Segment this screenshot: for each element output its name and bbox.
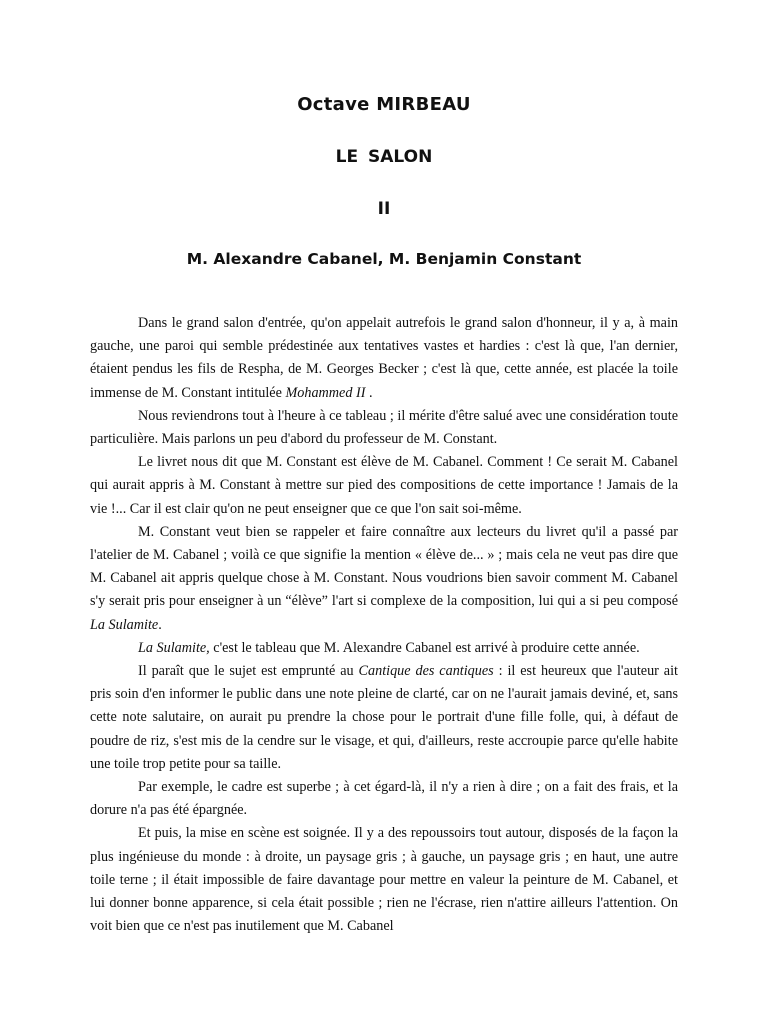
italic-title: La Sulamite,: [138, 639, 210, 656]
paragraph: Dans le grand salon d'entrée, qu'on appelait autrefois le grand salon d'honneur, il y a, à main gauche, une paroi qui semble prédestinée aux tentatives vastes et hardies : c'est là que, l'an dernier, étaient pendus les fils de Respha, de M. Georges Becker ; c'est là que, cette année, est placée la toile immense de M. Constant intitulée Mohammed II .: [90, 315, 678, 401]
author-heading: Octave MIRBEAU: [297, 94, 471, 115]
subtitle-heading: M. Alexandre Cabanel, M. Benjamin Constant: [186, 250, 582, 268]
italic-title: La Sulamite: [90, 616, 159, 633]
paragraph: M. Constant veut bien se rappeler et faire connaître aux lecteurs du livret qu'il a passé par l'atelier de M. Cabanel ; voilà ce que signifie la mention « élève de... » ; mais cela ne veut pas dire que M. Cabanel ait appris quelque chose à M. Constant. Nous voudrions bien savoir comment M. Cabanel s'y serait pris pour enseigner à un “élève” l'art si complexe de la composition, lui qui a si peu composé La Sulamite.: [90, 523, 678, 633]
paragraph: Nous reviendrons tout à l'heure à ce tableau ; il mérite d'être salué avec une considération toute particulière. Mais parlons un peu d'abord du professeur de M. Constant.: [90, 407, 678, 448]
italic-title: Cantique des cantiques: [358, 663, 494, 680]
paragraph: Et puis, la mise en scène est soignée. Il y a des repoussoirs tout autour, disposés de la façon la plus ingénieuse du monde : à droite, un paysage gris ; à gauche, un paysage gris ; en haut, une autre toile terne ; il était impossible de faire davantage pour mettre en valeur la peinture de M. Cabanel, et lui donner bonne apparence, si cela était possible ; rien ne l'écrase, rien n'attire ailleurs l'attention. On voit bien que ce n'est pas inutilement que M. Cabanel: [90, 825, 678, 935]
italic-title: Mohammed II: [285, 384, 366, 401]
title-heading: LE SALON: [335, 147, 433, 167]
paragraph: Il paraît que le sujet est emprunté au Cantique des cantiques : il est heureux que l'auteur ait pris soin d'en informer le public dans une note pleine de clarté, car on ne l'aurait jamais deviné, et, sans cette note salutaire, on aurait pu prendre la chose pour le portrait d'une fille folle, qui, à défaut de poudre de riz, s'est mis de la cendre sur le visage, et qui, d'ailleurs, reste accroupie parce qu'elle habite une toile trop petite pour sa taille.: [90, 663, 678, 772]
paragraph: Le livret nous dit que M. Constant est élève de M. Cabanel. Comment ! Ce serait M. Cabanel qui aurait appris à M. Constant à mettre sur pied des compositions de cette importance ! Jamais de la vie !... Car il est clair qu'on ne peut enseigner que ce que l'on sait soi-même.: [90, 454, 678, 517]
body-text: [90, 312, 678, 938]
paragraph: La Sulamite, c'est le tableau que M. Alexandre Cabanel est arrivé à produire cette année.: [138, 639, 640, 656]
part-heading: II: [377, 199, 391, 219]
paragraph: Par exemple, le cadre est superbe ; à cet égard-là, il n'y a rien à dire ; on a fait des frais, et la dorure n'a pas été épargnée.: [90, 779, 678, 819]
